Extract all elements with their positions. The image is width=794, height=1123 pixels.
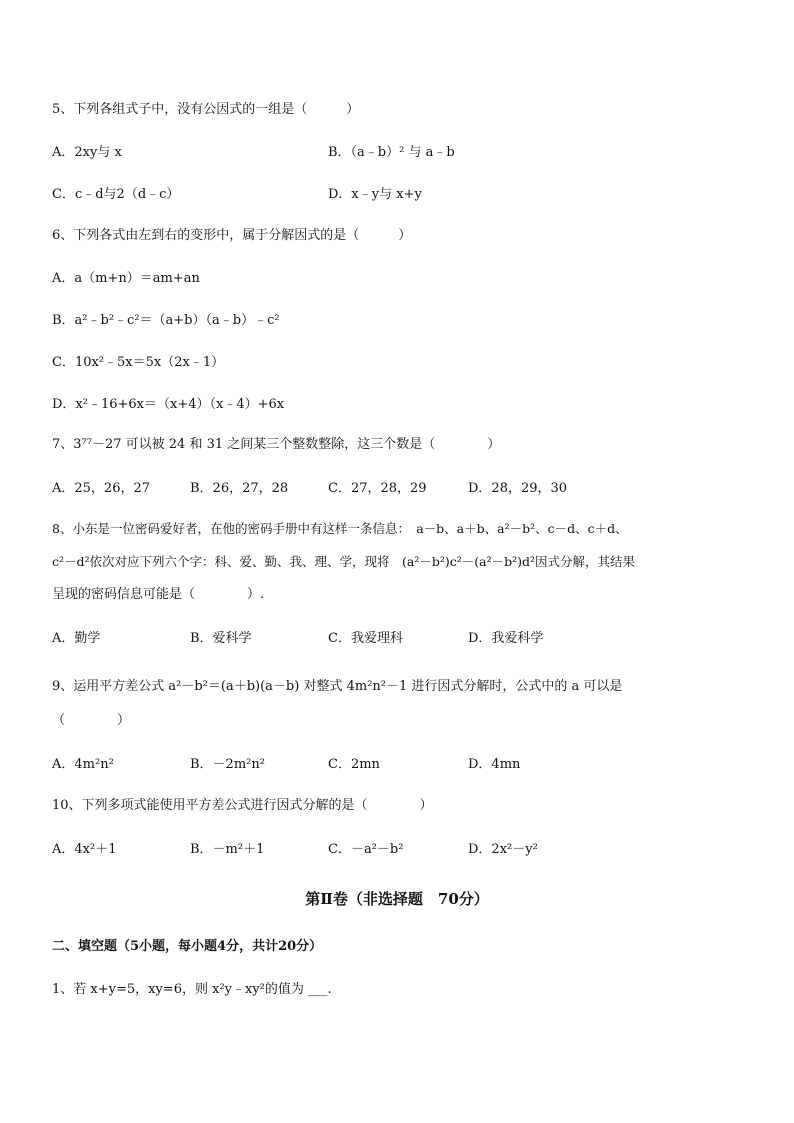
q9-option-b: B．－2m²n² [190,757,265,772]
q8-option-a: A．勤学 [52,631,101,646]
q5-option-c: C．c﹣d与2（d﹣c） [52,187,180,202]
q10-stem: 10、下列多项式能使用平方差公式进行因式分解的是（ ） [52,798,433,813]
q6-option-a: A．a（m+n）＝am+an [52,271,200,286]
q10-option-b: B．－m²＋1 [190,842,265,857]
q6-stem: 6、下列各式由左到右的变形中，属于分解因式的是（ ） [52,228,412,243]
section-fill-blank-heading: 二、填空题（5小题，每小题4分，共计20分） [52,939,323,954]
part2-title: 第Ⅱ卷（非选择题 70分） [305,890,489,908]
q8-stem-line3: 呈现的密码信息可能是（ ）. [52,587,265,602]
q9-option-c: C．2mn [328,757,380,772]
q8-stem-line1: 8、小东是一位密码爱好者，在他的密码手册中有这样一条信息： a－b、a＋b、a²－b²、c－d、c＋d、 [52,521,628,536]
q10-option-d: D．2x²－y² [468,842,538,857]
q9-option-d: D．4mn [468,757,521,772]
q10-option-a: A．4x²＋1 [52,842,117,857]
q7-option-a: A．25，26，27 [52,481,151,496]
q8-option-d: D．我爱科学 [468,631,544,646]
q8-stem-line2: c²－d²依次对应下列六个字：科、爱、勤、我、理、学，现将 (a²－b²)c²－(a²－b²)d²因式分解，其结果 [52,554,636,569]
q9-stem-line1: 9、运用平方差公式 a²－b²＝(a＋b)(a－b) 对整式 4m²n²－1 进行因式分解时，公式中的 a 可以是 [52,679,623,694]
fill-question-1: 1、若 x+y=5，xy=6，则 x²y﹣xy²的值为 ___. [52,982,332,997]
q9-option-a: A．4m²n² [52,757,114,772]
q5-option-a: A．2xy与 x [52,145,122,160]
q5-stem: 5、下列各组式子中，没有公因式的一组是（ ） [52,102,360,117]
q6-option-b: B．a²﹣b²﹣c²＝（a+b）（a﹣b）﹣c² [52,313,280,328]
q7-stem: 7、3⁷⁷－27 可以被 24 和 31 之间某三个整数整除，这三个数是（ ） [52,437,501,452]
q7-option-d: D．28，29，30 [468,481,568,496]
q10-option-c: C．－a²－b² [328,842,404,857]
q6-option-d: D．x²﹣16+6x＝（x+4）（x﹣4）+6x [52,397,285,412]
q6-option-c: C．10x²﹣5x＝5x（2x﹣1） [52,355,225,370]
q8-option-c: C．我爱理科 [328,631,403,646]
q8-option-b: B．爱科学 [190,631,252,646]
q5-option-d: D．x﹣y与 x+y [328,187,422,202]
q7-option-b: B．26，27，28 [190,481,289,496]
q7-option-c: C．27，28，29 [328,481,427,496]
q5-option-b: B．（a﹣b）² 与 a﹣b [328,145,455,160]
q9-stem-line2: （ ） [52,713,131,728]
